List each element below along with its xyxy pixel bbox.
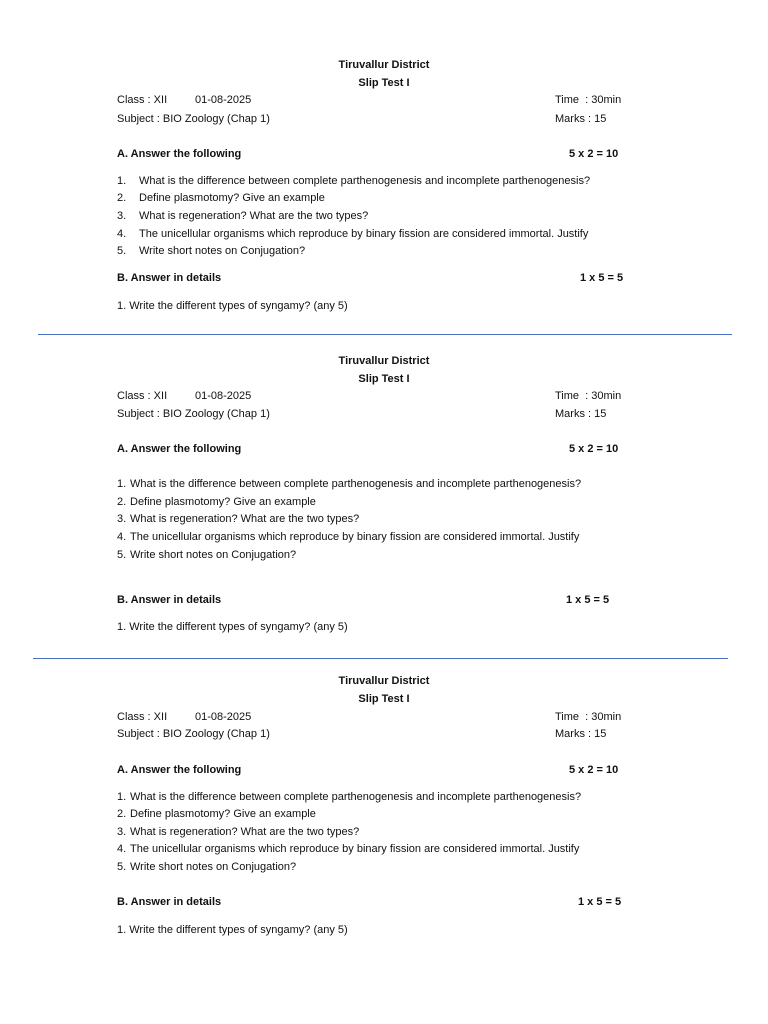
marks-label: Marks : 15 xyxy=(555,728,607,740)
question-number: 1. xyxy=(117,791,127,803)
question-text: Write short notes on Conjugation? xyxy=(130,549,297,561)
test-title: Slip Test I xyxy=(358,77,410,89)
section-b-heading: B. Answer in details xyxy=(117,272,222,284)
district-title: Tiruvallur District xyxy=(338,59,430,71)
time-label: Time : 30min xyxy=(555,390,622,402)
section-b-question: 1. Write the different types of syngamy? (any 5) xyxy=(117,924,348,936)
question-number: 5. xyxy=(117,861,127,873)
exam-date: 01-08-2025 xyxy=(195,711,252,723)
section-b-heading: B. Answer in details xyxy=(117,594,222,606)
question-number: 5. xyxy=(117,549,127,561)
section-b-marks: 1 x 5 = 5 xyxy=(580,272,624,284)
question-text: Write short notes on Conjugation? xyxy=(139,245,306,257)
subject-label: Subject : BIO Zoology (Chap 1) xyxy=(117,113,270,125)
section-a-marks: 5 x 2 = 10 xyxy=(569,148,619,160)
question-text: What is regeneration? What are the two types? xyxy=(139,210,369,222)
question-number: 1. xyxy=(117,478,127,490)
district-title: Tiruvallur District xyxy=(338,355,430,367)
time-label: Time : 30min xyxy=(555,94,622,106)
question-text: The unicellular organisms which reproduce by binary fission are considered immortal. Justify xyxy=(130,531,580,543)
question-text: The unicellular organisms which reproduce by binary fission are considered immortal. Justify xyxy=(139,228,589,240)
question-number: 4. xyxy=(117,531,127,543)
class-label: Class : XII xyxy=(117,94,168,106)
class-label: Class : XII xyxy=(117,390,168,402)
question-text: Write short notes on Conjugation? xyxy=(130,861,297,873)
section-b-question: 1. Write the different types of syngamy? (any 5) xyxy=(117,300,348,312)
question-number: 1. xyxy=(117,175,127,187)
marks-label: Marks : 15 xyxy=(555,113,607,125)
question-number: 3. xyxy=(117,210,127,222)
test-title: Slip Test I xyxy=(358,693,410,705)
section-a-heading: A. Answer the following xyxy=(117,443,242,455)
exam-date: 01-08-2025 xyxy=(195,390,252,402)
section-a-marks: 5 x 2 = 10 xyxy=(569,764,619,776)
section-a-heading: A. Answer the following xyxy=(117,764,242,776)
section-b-marks: 1 x 5 = 5 xyxy=(578,896,622,908)
question-number: 2. xyxy=(117,192,127,204)
question-text: Define plasmotomy? Give an example xyxy=(130,808,316,820)
question-text: Define plasmotomy? Give an example xyxy=(139,192,325,204)
section-a-heading: A. Answer the following xyxy=(117,148,242,160)
test-title: Slip Test I xyxy=(358,373,410,385)
question-number: 2. xyxy=(117,496,127,508)
question-number: 3. xyxy=(117,513,127,525)
district-title: Tiruvallur District xyxy=(338,675,430,687)
question-text: What is regeneration? What are the two types? xyxy=(130,826,360,838)
time-label: Time : 30min xyxy=(555,711,622,723)
question-number: 4. xyxy=(117,228,127,240)
question-text: The unicellular organisms which reproduce by binary fission are considered immortal. Justify xyxy=(130,843,580,855)
section-b-heading: B. Answer in details xyxy=(117,896,222,908)
question-text: What is the difference between complete parthenogenesis and incomplete parthenogenesis? xyxy=(130,791,582,803)
subject-label: Subject : BIO Zoology (Chap 1) xyxy=(117,728,270,740)
question-number: 4. xyxy=(117,843,127,855)
question-text: What is regeneration? What are the two types? xyxy=(130,513,360,525)
exam-date: 01-08-2025 xyxy=(195,94,252,106)
question-text: What is the difference between complete parthenogenesis and incomplete parthenogenesis? xyxy=(130,478,582,490)
class-label: Class : XII xyxy=(117,711,168,723)
question-number: 5. xyxy=(117,245,127,257)
question-number: 2. xyxy=(117,808,127,820)
question-text: What is the difference between complete parthenogenesis and incomplete parthenogenesis? xyxy=(139,175,591,187)
question-text: Define plasmotomy? Give an example xyxy=(130,496,316,508)
subject-label: Subject : BIO Zoology (Chap 1) xyxy=(117,408,270,420)
question-number: 3. xyxy=(117,826,127,838)
section-a-marks: 5 x 2 = 10 xyxy=(569,443,619,455)
marks-label: Marks : 15 xyxy=(555,408,607,420)
section-b-question: 1. Write the different types of syngamy? (any 5) xyxy=(117,621,348,633)
section-b-marks: 1 x 5 = 5 xyxy=(566,594,610,606)
